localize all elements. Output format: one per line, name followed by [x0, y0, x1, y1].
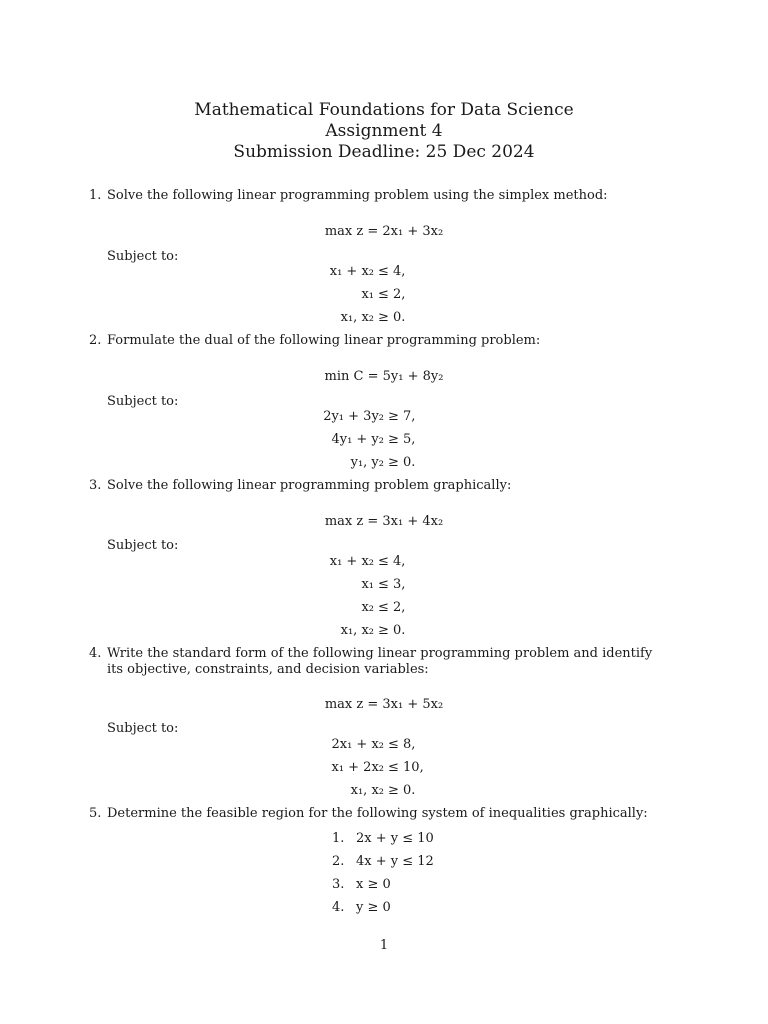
- constraint-lhs: x₁ + x₂: [329, 264, 374, 279]
- constraint-lhs: x₁, x₂: [340, 310, 374, 325]
- constraint-rel: ≥ 0.: [388, 455, 416, 470]
- question-text: Formulate the dual of the following linear programming problem:: [107, 333, 541, 348]
- constraint-rel: ≤ 2,: [378, 600, 406, 615]
- question-number: 1.: [89, 188, 102, 203]
- question-text: Write the standard form of the following linear programming problem and identify its objective, constraints, and decision variables:: [107, 646, 653, 677]
- constraint-rel: ≥ 0.: [388, 783, 416, 798]
- constraint-rel: ≤ 4,: [378, 554, 406, 569]
- constraint-lhs: x₁, x₂: [340, 623, 374, 638]
- subject-to-label: Subject to:: [107, 721, 179, 736]
- subject-to-label: Subject to:: [107, 538, 179, 553]
- subject-to-label: Subject to:: [107, 249, 179, 264]
- question-text: Solve the following linear programming problem using the simplex method:: [107, 188, 608, 203]
- objective-function: max z = 3x₁ + 5x₂: [324, 697, 444, 712]
- inequality-number: 1.: [332, 831, 345, 846]
- assignment-label: Assignment 4: [325, 121, 443, 141]
- constraint-rel: ≥ 7,: [388, 409, 416, 424]
- question-number: 2.: [89, 333, 102, 348]
- inequality-number: 2.: [332, 854, 345, 869]
- question-text: Solve the following linear programming problem graphically:: [107, 478, 512, 493]
- constraint-rel: ≤ 8,: [388, 737, 416, 752]
- objective-function: max z = 2x₁ + 3x₂: [324, 224, 444, 239]
- inequality: x ≥ 0: [356, 877, 391, 892]
- question-text: Determine the feasible region for the following system of inequalities graphically:: [107, 806, 648, 821]
- document-title: Mathematical Foundations for Data Science: [194, 100, 574, 120]
- constraint-lhs: x₁: [361, 287, 374, 302]
- page-number: 1: [379, 938, 389, 953]
- constraint-rel: ≥ 5,: [388, 432, 416, 447]
- constraint-lhs: x₁ + 2x₂: [331, 760, 384, 775]
- constraint-rel: ≤ 4,: [378, 264, 406, 279]
- inequality-number: 4.: [332, 900, 345, 915]
- constraint-lhs: x₁, x₂: [350, 783, 384, 798]
- constraint-lhs: 4y₁ + y₂: [331, 432, 384, 447]
- title-block: [0, 100, 768, 163]
- subject-to-label: Subject to:: [107, 394, 179, 409]
- constraint-rel: ≤ 2,: [378, 287, 406, 302]
- constraint-lhs: x₂: [361, 600, 374, 615]
- question-number: 5.: [89, 806, 102, 821]
- constraint-rel: ≥ 0.: [378, 623, 406, 638]
- constraint-lhs: 2x₁ + x₂: [331, 737, 384, 752]
- inequality: y ≥ 0: [356, 900, 391, 915]
- inequality: 2x + y ≤ 10: [356, 831, 434, 846]
- constraint-rel: ≤ 10,: [388, 760, 424, 775]
- constraint-lhs: y₁, y₂: [350, 455, 384, 470]
- constraint-rel: ≥ 0.: [378, 310, 406, 325]
- constraint-rel: ≤ 3,: [378, 577, 406, 592]
- inequality: 4x + y ≤ 12: [356, 854, 434, 869]
- constraint-lhs: x₁: [361, 577, 374, 592]
- question-number: 3.: [89, 478, 102, 493]
- submission-deadline: Submission Deadline: 25 Dec 2024: [233, 142, 535, 162]
- objective-function: max z = 3x₁ + 4x₂: [324, 514, 444, 529]
- constraint-lhs: 2y₁ + 3y₂: [323, 409, 384, 424]
- objective-function: min C = 5y₁ + 8y₂: [324, 369, 444, 384]
- question-number: 4.: [89, 646, 102, 661]
- inequality-number: 3.: [332, 877, 345, 892]
- constraint-lhs: x₁ + x₂: [329, 554, 374, 569]
